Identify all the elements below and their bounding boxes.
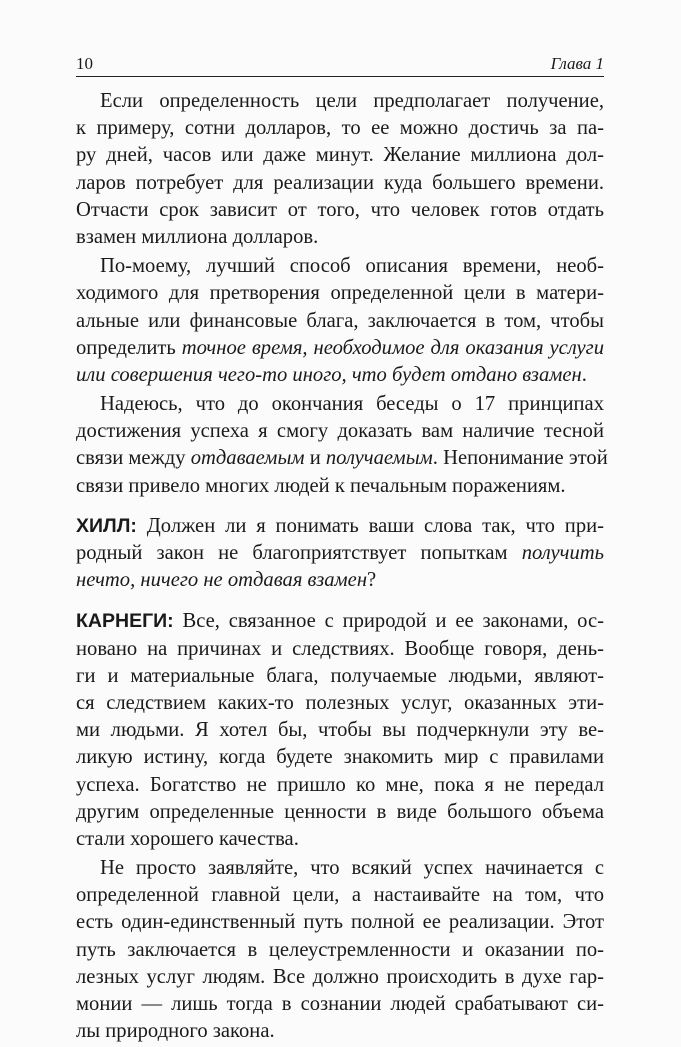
text-line: новано на причинах и следствиях. Вообще говоря, день-	[76, 637, 604, 660]
text-line	[76, 362, 604, 389]
text-line	[76, 540, 604, 567]
emphasis-text: отдаваемым	[190, 447, 305, 470]
chapter-title: Глава 1	[550, 54, 604, 73]
text-run: . Непонимание этой	[432, 447, 608, 470]
page-number: 10	[76, 54, 93, 73]
dialogue-paragraph	[76, 608, 604, 853]
text-line: Отчасти срок зависит от того, что человек готов отдать	[76, 198, 604, 221]
paragraph	[76, 88, 604, 251]
page-body	[76, 88, 608, 1047]
text-line: взамен миллиона долларов.	[76, 225, 319, 248]
text-line: ходимого для претворения определенной цели в матери-	[76, 282, 604, 305]
text-run: и	[304, 447, 326, 470]
text-line: Надеюсь, что до окончания беседы о 17 принципах	[100, 393, 604, 416]
text-run: Все, связанное с природой и ее законами, ос-	[173, 610, 604, 633]
paragraph	[76, 391, 608, 500]
text-run: родный закон не благоприятствует попыткам	[76, 542, 522, 564]
text-line	[76, 445, 608, 472]
text-line: определенной главной цели, а настаивайте на том, что	[76, 884, 604, 907]
paragraph	[76, 253, 604, 389]
text-line: путь заключается в целеустремленности и оказании по-	[76, 938, 604, 961]
speaker-name: КАРНЕГИ:	[76, 610, 174, 633]
text-run: определить	[76, 336, 182, 359]
text-line: другим определенные ценности в виде большого объема	[76, 800, 604, 823]
text-line: монии — лишь тогда в сознании людей срабатывают си-	[76, 993, 604, 1015]
text-line	[76, 335, 604, 362]
text-line: ру дней, часов или даже минут. Желание миллиона дол-	[76, 144, 604, 167]
speaker-name: ХИЛЛ:	[76, 514, 137, 537]
emphasis-text: получить	[521, 542, 604, 564]
text-line: лы природного закона.	[76, 1020, 275, 1043]
text-line: ликую истину, когда будете знакомить мир с правилами	[76, 746, 604, 769]
text-run: ?	[367, 569, 377, 592]
emphasis-text: нечто, ничего не отдавая взамен	[76, 569, 368, 592]
text-line: альные или финансовые блага, заключается в том, чтобы	[76, 309, 604, 332]
text-line: успеха. Богатство не пришло ко мне, пока я не передал	[76, 773, 604, 796]
text-run: связи между	[76, 447, 191, 470]
text-line: ги и материальные блага, получаемые людьми, являют-	[76, 664, 604, 687]
text-line: По-моему, лучший способ описания времени, необ-	[100, 255, 604, 278]
text-line: ся следствием каких-то полезных услуг, оказанных эти-	[76, 691, 604, 714]
dialogue-paragraph	[76, 513, 604, 595]
text-line	[76, 513, 604, 540]
text-line: ларов потребует для реализации куда большего времени.	[76, 171, 604, 194]
text-line	[76, 567, 604, 594]
text-run: .	[581, 363, 587, 386]
text-line: лезных услуг людям. Все должно происходить в духе гар-	[76, 965, 604, 988]
text-line: ми людьми. Я хотел бы, чтобы вы подчеркнули эту ве-	[76, 719, 604, 742]
text-line: Если определенность цели предполагает получение,	[100, 90, 604, 112]
text-line: есть один-единственный путь полной ее реализации. Этот	[76, 911, 604, 934]
text-run: Должен ли я понимать ваши слова так, что при-	[136, 514, 604, 537]
emphasis-text: получаемым	[325, 447, 433, 470]
text-line: Не просто заявляйте, что всякий успех начинается с	[100, 857, 604, 880]
running-header	[76, 50, 604, 77]
text-line: стали хорошего качества.	[76, 827, 299, 850]
paragraph	[76, 855, 604, 1045]
text-line: к примеру, сотни долларов, то ее можно достичь за па-	[76, 117, 604, 140]
text-line	[76, 608, 604, 635]
text-line: связи привело многих людей к печальным поражениям.	[76, 474, 566, 497]
emphasis-text: или совершения чего-то иного, что будет отдано взамен	[76, 363, 582, 386]
emphasis-text: точное время, необходимое для оказания услуги	[181, 336, 604, 359]
text-line: достижения успеха я смогу доказать вам наличие тесной	[76, 420, 604, 443]
